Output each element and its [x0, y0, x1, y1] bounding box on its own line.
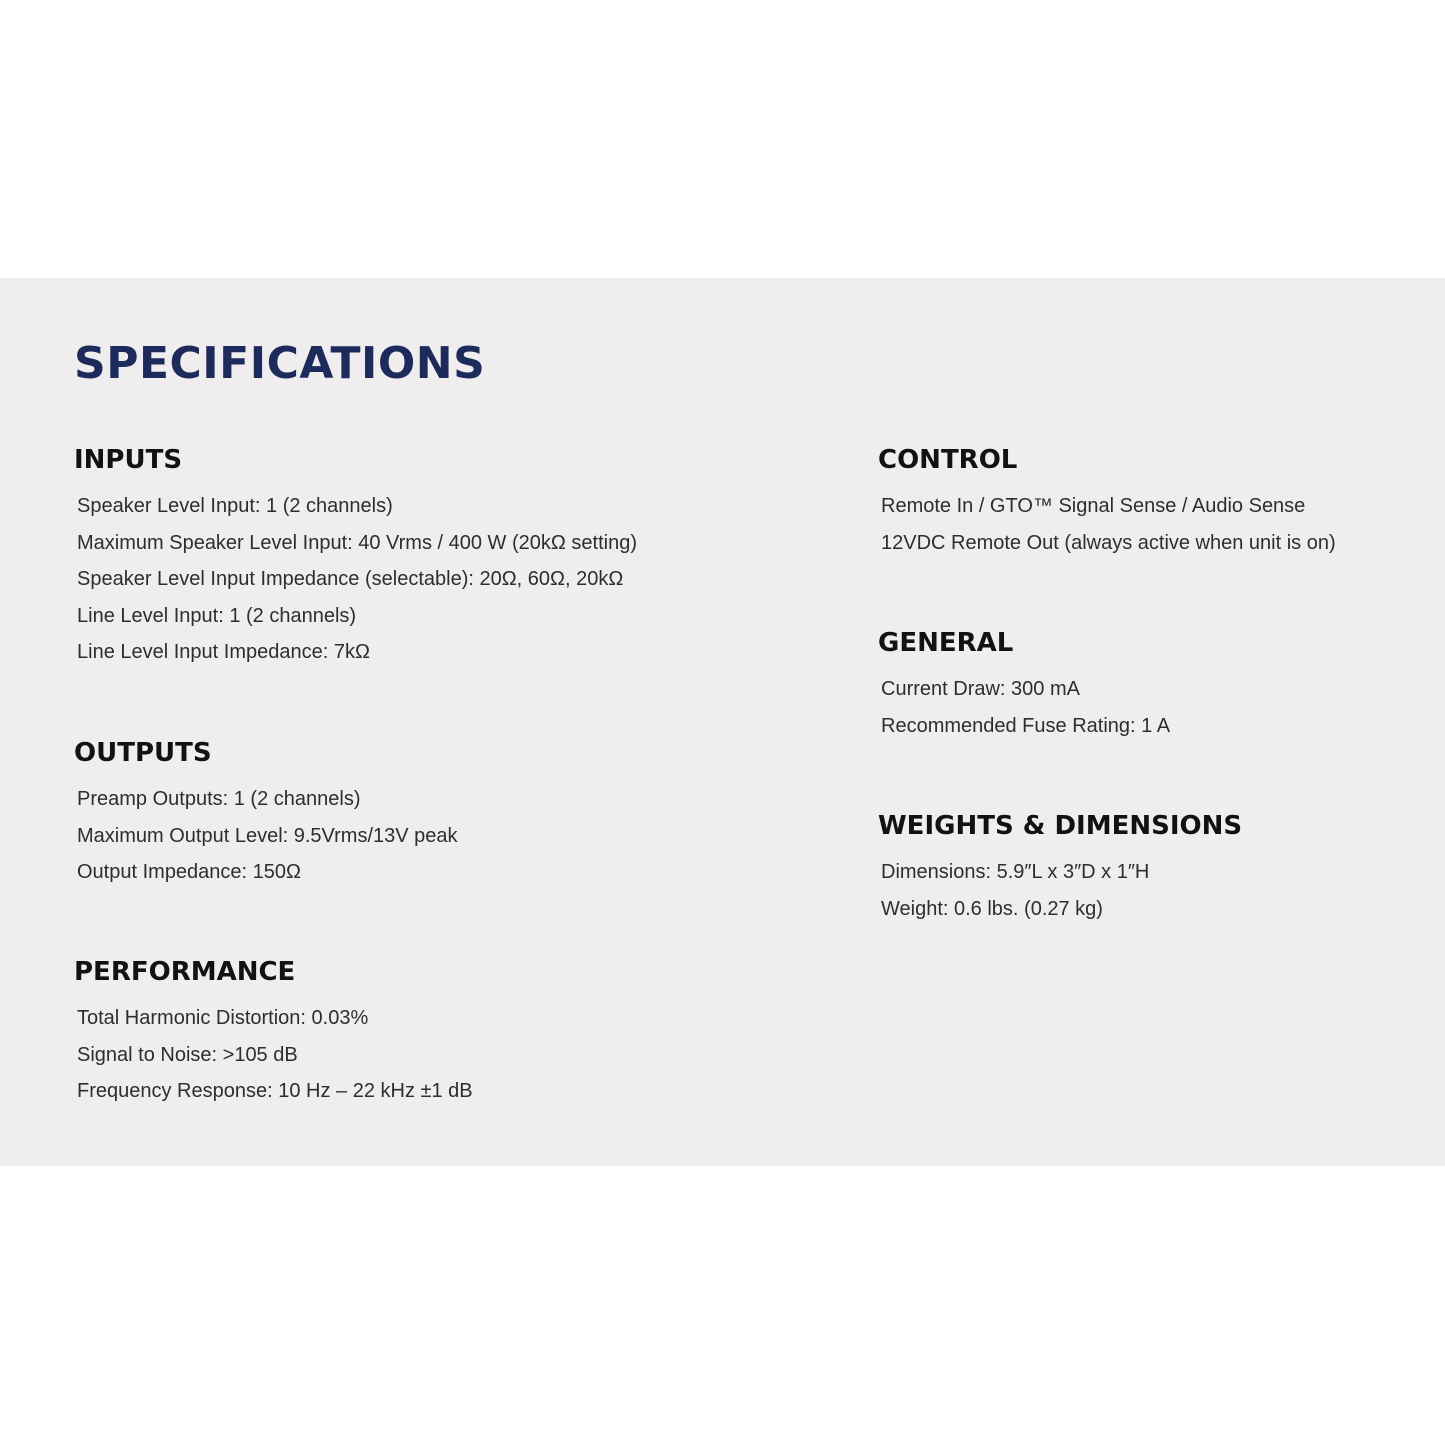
general-section [878, 627, 1418, 744]
general-heading: GENERAL [878, 628, 1014, 658]
spec-item: Signal to Noise: >105 dB [77, 1043, 298, 1066]
general-list [878, 671, 1418, 744]
spec-item: Speaker Level Input: 1 (2 channels) [77, 495, 393, 517]
spec-item: Preamp Outputs: 1 (2 channels) [77, 788, 361, 810]
page-title: SPECIFICATIONS [74, 338, 486, 389]
spec-item: Line Level Input Impedance: 7kΩ [77, 641, 370, 664]
spec-item: Dimensions: 5.9″L x 3″D x 1″H [881, 861, 1150, 883]
performance-section [74, 956, 674, 1110]
outputs-section [74, 737, 674, 891]
performance-list [74, 1000, 674, 1110]
control-heading: CONTROL [878, 445, 1018, 475]
inputs-section [74, 444, 674, 671]
control-list [878, 488, 1418, 561]
spec-item: Maximum Speaker Level Input: 40 Vrms / 400 W (20kΩ setting) [77, 531, 637, 554]
spec-item: Maximum Output Level: 9.5Vrms/13V peak [77, 824, 458, 847]
spec-item: 12VDC Remote Out (always active when unit is on) [881, 531, 1336, 554]
spec-item: Remote In / GTO™ Signal Sense / Audio Sense [881, 495, 1306, 517]
outputs-list [74, 781, 674, 891]
inputs-list [74, 488, 674, 671]
spec-item: Recommended Fuse Rating: 1 A [881, 714, 1171, 737]
spec-item: Weight: 0.6 lbs. (0.27 kg) [881, 897, 1103, 920]
weights-dimensions-heading: WEIGHTS & DIMENSIONS [878, 811, 1243, 841]
spec-item: Current Draw: 300 mA [881, 678, 1080, 700]
performance-heading: PERFORMANCE [74, 957, 296, 987]
weights-dimensions-list [878, 854, 1418, 927]
spec-item: Frequency Response: 10 Hz – 22 kHz ±1 dB [77, 1080, 473, 1103]
spec-item: Line Level Input: 1 (2 channels) [77, 604, 357, 627]
control-section [878, 444, 1418, 561]
inputs-heading: INPUTS [74, 445, 183, 475]
weights-dimensions-section [878, 810, 1418, 927]
spec-item: Speaker Level Input Impedance (selectable): 20Ω, 60Ω, 20kΩ [77, 568, 624, 591]
spec-item: Output Impedance: 150Ω [77, 861, 301, 884]
outputs-heading: OUTPUTS [74, 738, 212, 768]
spec-item: Total Harmonic Distortion: 0.03% [77, 1007, 369, 1029]
